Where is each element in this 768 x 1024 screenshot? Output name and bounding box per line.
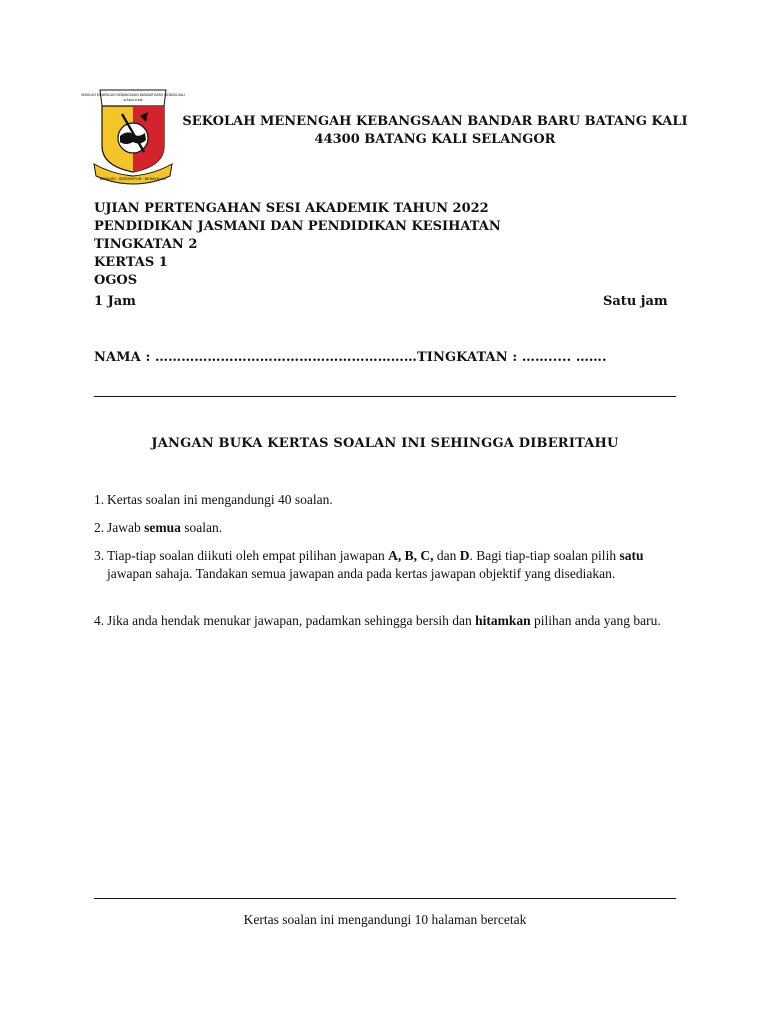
exam-subject: PENDIDIKAN JASMANI DAN PENDIDIKAN KESIHATAN <box>94 219 501 234</box>
instruction-item-4 <box>94 612 684 630</box>
warning-heading: JANGAN BUKA KERTAS SOALAN INI SEHINGGA DIBERITAHU <box>151 436 619 451</box>
instruction-text: Kertas soalan ini mengandungi 40 soalan. <box>107 492 333 507</box>
instruction-number: 2. <box>94 520 105 535</box>
instruction-number: 3. <box>94 548 105 563</box>
exam-details <box>94 200 501 290</box>
tingkatan-field[interactable]: ……..... ……. <box>521 350 607 365</box>
divider-top <box>94 396 676 397</box>
crest-ribbon-top-text: SEKOLAH MENENGAH KEBANGSAAN BANDAR BARU BATANG KALI <box>80 93 186 97</box>
footer-page-count: Kertas soalan ini mengandungi 10 halaman bercetak <box>243 912 527 927</box>
divider-bottom <box>94 898 676 899</box>
school-crest-logo <box>80 86 186 182</box>
instruction-item-2 <box>94 519 684 537</box>
instruction-item-1 <box>94 491 684 509</box>
exam-paper: KERTAS 1 <box>94 255 168 270</box>
instruction-number: 1. <box>94 492 105 507</box>
instruction-text: Jika anda hendak menukar jawapan, padamkan sehingga bersih dan hitamkan pilihan anda yang baru. <box>107 613 661 628</box>
tingkatan-label: TINGKATAN : <box>417 350 522 365</box>
duration-long: Satu jam <box>603 294 668 309</box>
instruction-number: 4. <box>94 613 105 628</box>
duration-short: 1 Jam <box>94 294 136 309</box>
nama-label: NAMA : <box>94 350 155 365</box>
candidate-line <box>94 350 607 365</box>
school-header <box>180 113 690 149</box>
instruction-text: Jawab semua soalan. <box>107 520 223 535</box>
crest-ribbon-bottom-text: BERILMU · BERDISIPLIN · BERAKHLAK <box>99 177 167 181</box>
crest-ribbon-name-text: school-crest <box>123 98 143 102</box>
school-name: SEKOLAH MENENGAH KEBANGSAAN BANDAR BARU BATANG KALI <box>182 114 688 129</box>
exam-title: UJIAN PERTENGAHAN SESI AKADEMIK TAHUN 2022 <box>94 201 489 216</box>
exam-month: OGOS <box>94 273 138 288</box>
school-address: 44300 BATANG KALI SELANGOR <box>314 132 556 147</box>
crest-icon <box>80 86 186 182</box>
nama-field[interactable]: …………………………………………………… <box>155 350 417 365</box>
exam-form: TINGKATAN 2 <box>94 237 198 252</box>
instruction-text: Tiap-tiap soalan diikuti oleh empat pilihan jawapan A, B, C, dan D. Bagi tiap-tiap soalan pilih satu jawapan sahaja. Tandakan semua jawapan anda pada kertas jawapan objektif yang disediakan. <box>107 548 644 581</box>
instruction-item-3 <box>94 547 684 583</box>
